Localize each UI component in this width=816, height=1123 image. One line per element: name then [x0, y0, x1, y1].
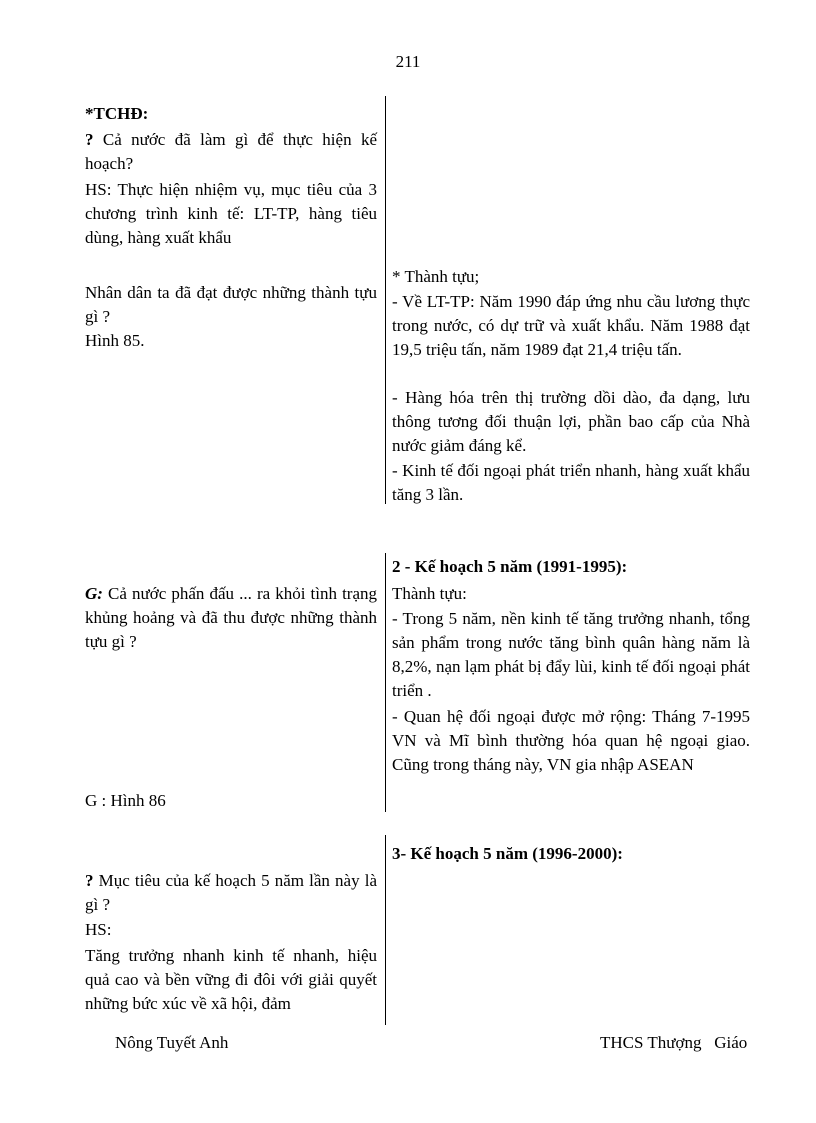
teacher-question: [85, 582, 377, 654]
student-answer-2: Tăng trưởng nhanh kinh tế nhanh, hiệu quả cao và bền vững đi đôi với giải quyết những bức xúc về xã hội, đảm: [85, 946, 377, 1013]
question-3: [85, 869, 377, 917]
teacher-mark: G:: [85, 584, 103, 603]
achievement-trade: - Kinh tế đối ngoại phát triển nhanh, hàng xuất khẩu tăng 3 lần.: [392, 461, 750, 504]
footer-school: THCS Thượng Giáo: [600, 1033, 748, 1052]
page-number: 211: [395, 52, 421, 71]
column-divider: [385, 835, 386, 1025]
achievement-goods: - Hàng hóa trên thị trường dồi dào, đa dạng, lưu thông tương đối thuận lợi, phần bao cấp của Nhà nước giảm đáng kể.: [392, 388, 750, 455]
question-1-text: Cả nước đã làm gì để thực hiện kế hoạch?: [85, 130, 377, 173]
achievement-food: - Về LT-TP: Năm 1990 đáp ứng nhu cầu lương thực trong nước, có dự trữ và xuất khẩu. Năm 1988 đạt 19,5 triệu tấn, năm 1989 đạt 21,4 triệu tấn.: [392, 292, 750, 359]
activity-heading: *TCHĐ:: [85, 104, 149, 123]
question-2: Nhân dân ta đã đạt được những thành tựu gì ?: [85, 283, 377, 326]
column-divider: [385, 553, 386, 812]
footer-author: Nông Tuyết Anh: [115, 1033, 229, 1052]
question-mark: ?: [85, 871, 94, 890]
question-3-text: Mục tiêu của kế hoạch 5 năm lần này là gì ?: [85, 871, 377, 914]
plan-1991-relations: - Quan hệ đối ngoại được mở rộng: Tháng 7-1995 VN và Mĩ bình thường hóa quan hệ ngoại giao. Cũng trong tháng này, VN gia nhập ASEAN: [392, 707, 750, 774]
figure-86-ref: G : Hình 86: [85, 791, 166, 810]
figure-85-ref: Hình 85.: [85, 331, 145, 350]
question-mark: ?: [85, 130, 94, 149]
plan-1996-heading: 3- Kế hoạch 5 năm (1996-2000):: [392, 844, 623, 863]
achievements-heading: * Thành tựu;: [392, 267, 480, 286]
student-answer-1: HS: Thực hiện nhiệm vụ, mục tiêu của 3 chương trình kinh tế: LT-TP, hàng tiêu dùng, hàng xuất khẩu: [85, 180, 377, 247]
plan-1991-growth: - Trong 5 năm, nền kinh tế tăng trưởng nhanh, tổng sản phẩm trong nước tăng bình quân hàng năm là 8,2%, nạn lạm phát bị đẩy lùi, kinh tế đối ngoại phát triển .: [392, 609, 750, 700]
student-label: HS:: [85, 920, 112, 939]
column-divider: [385, 96, 386, 504]
plan-1991-subheading: Thành tựu:: [392, 584, 467, 603]
plan-1991-heading: 2 - Kế hoạch 5 năm (1991-1995):: [392, 557, 628, 576]
teacher-question-text: Cả nước phấn đấu ... ra khỏi tình trạng khủng hoảng và đã thu được những thành tựu gì ?: [85, 584, 377, 651]
question-1: [85, 128, 377, 176]
